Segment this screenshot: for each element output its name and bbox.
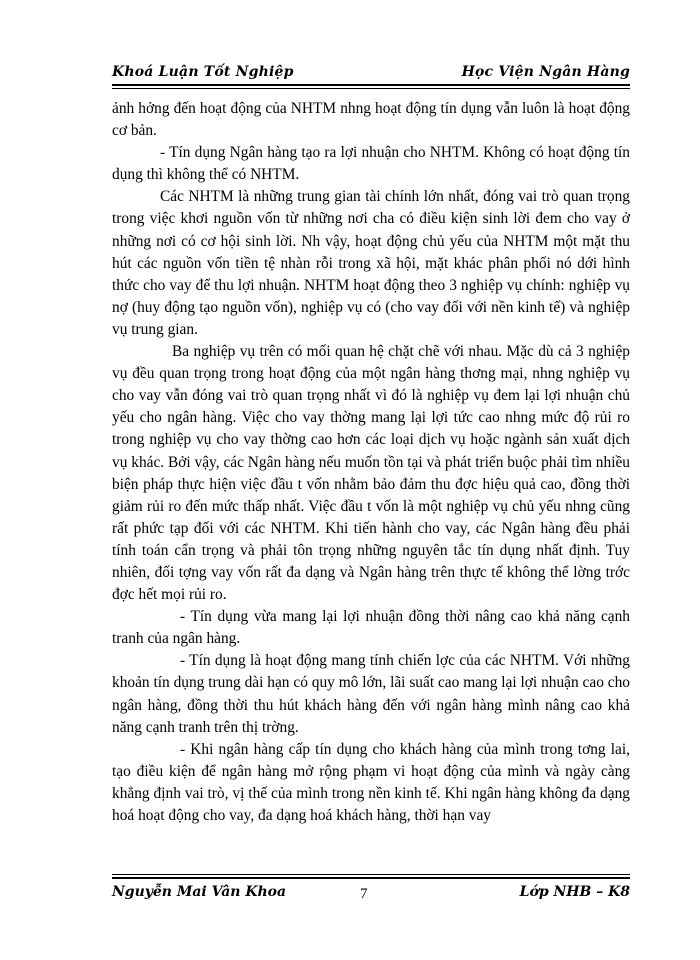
paragraph-1: ảnh hởng đến hoạt động của NHTM nhng hoạt động tín dụng vẫn luôn là hoạt động cơ bản.: [112, 100, 630, 140]
footer-class: Lớp NHB – K8: [519, 884, 630, 900]
header-rule-thin: [112, 88, 630, 89]
paragraph-4: Ba nghiệp vụ trên có mối quan hệ chặt chẽ với nhau. Mặc dù cả 3 nghiệp vụ đều quan trọng trong hoạt động của một ngân hàng thơng mại, nhng nghiệp vụ cho vay vẫn đóng vai trò quan trọng nhất vì đó là nghiệp vụ đem lại lợi nhuận chủ yếu cho ngân hàng. Việc cho vay thờng mang lại lợi tức cao nhng mức độ rủi ro trong nghiệp vụ cho vay thờng cao hơn các loại dịch vụ hoặc ngành sản xuất dịch vụ khác. Bởi vậy, các Ngân hàng nếu muốn tồn tại và phát triển buộc phải tìm nhiều biện pháp thực hiện việc đầu t vốn nhằm bảo đảm thu đợc hiệu quả cao, đồng thời giảm rủi ro đến mức thấp nhất. Việc đầu t vốn là một nghiệp vụ chủ yếu nhng cũng rất phức tạp đối với các NHTM. Khi tiến hành cho vay, các Ngân hàng đều phải tính toán cẩn trọng và phải tôn trọng những nguyên tắc tín dụng nhất định. Tuy nhiên, đối tợng vay vốn rất đa dạng và Ngân hàng trên thực tế không thể lờng trớc đợc hết mọi rủi ro.: [112, 343, 630, 604]
footer-author: Nguyễn Mai Vân Khoa: [112, 884, 287, 900]
page-footer: [112, 880, 630, 904]
header-rule-thick: [112, 84, 630, 86]
paragraph-2: - Tín dụng Ngân hàng tạo ra lợi nhuận cho NHTM. Không có hoạt động tín dụng thì không thể có NHTM.: [112, 144, 630, 184]
page-header: [112, 64, 630, 84]
page-number: 7: [360, 886, 368, 902]
footer-rule-thin: [112, 874, 630, 875]
paragraph-3: Các NHTM là những trung gian tài chính lớn nhất, đóng vai trò quan trọng trong việc khơi nguồn vốn từ những nơi cha có điều kiện sinh lời đem cho vay ở những nơi có cơ hội sinh lời. Nh vậy, hoạt động chủ yếu của NHTM một mặt thu hút các nguồn vốn tiền tệ nhàn rỗi trong xã hội, mặt khác phân phối nó dới hình thức cho vay để thu lợi nhuận. NHTM hoạt động theo 3 nghiệp vụ chính: nghiệp vụ nợ (huy động tạo nguồn vốn), nghiệp vụ có (cho vay đối với nền kinh tế) và nghiệp vụ trung gian.: [112, 188, 630, 338]
footer-rule-thick: [112, 877, 630, 879]
paragraph-7: - Khi ngân hàng cấp tín dụng cho khách hàng của mình trong tơng lai, tạo điều kiện để ngân hàng mở rộng phạm vi hoạt động của mình và ngày càng khẳng định vai trò, vị thế của mình trong nền kinh tế. Khi ngân hàng không đa dạng hoá hoạt động cho vay, đa dạng hoá khách hàng, thời hạn vay: [112, 740, 630, 824]
paragraph-5: - Tín dụng vừa mang lại lợi nhuận đồng thời nâng cao khả năng cạnh tranh của ngân hàng.: [112, 608, 630, 648]
header-thesis-title: Khoá Luận Tốt Nghiệp: [112, 64, 294, 80]
document-body: [112, 98, 630, 827]
header-institution: Học Viện Ngân Hàng: [461, 64, 630, 80]
paragraph-6: - Tín dụng là hoạt động mang tính chiến lợc của các NHTM. Với những khoản tín dụng trung dài hạn có quy mô lớn, lãi suất cao mang lại lợi nhuận cao cho ngân hàng, đồng thời thu hút khách hàng đến với ngân hàng mình nâng cao khả năng cạnh tranh trên thị trờng.: [112, 652, 630, 736]
